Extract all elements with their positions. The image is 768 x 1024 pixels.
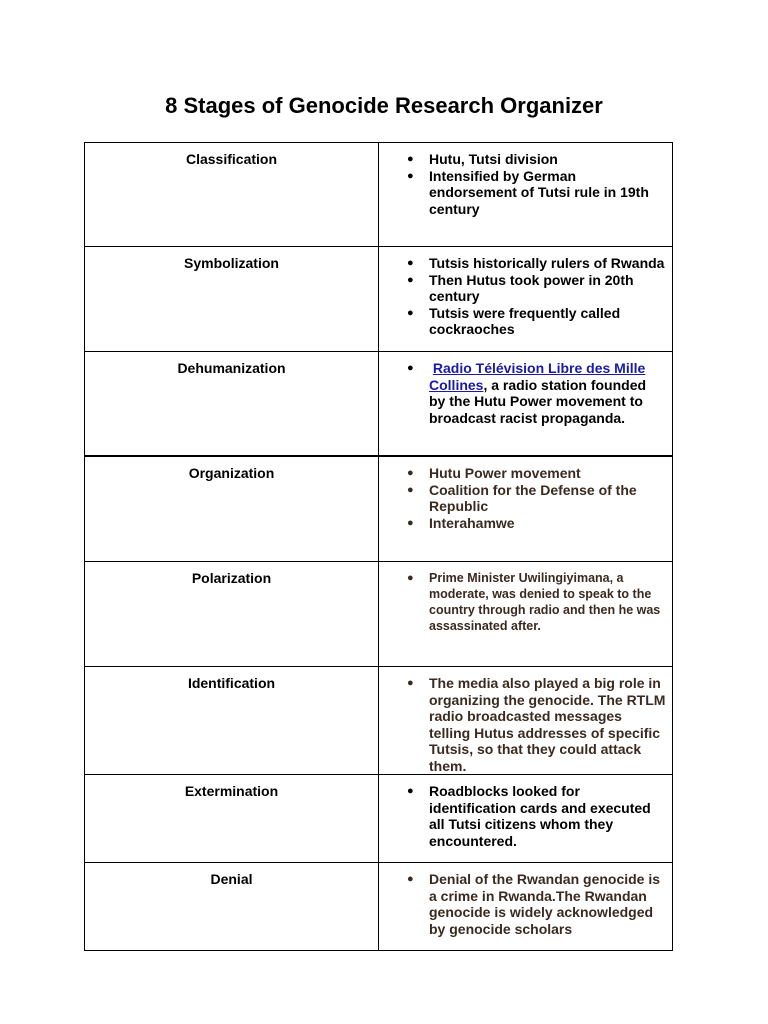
stage-notes	[379, 247, 673, 352]
bullet-text: Tutsis historically rulers of Rwanda	[429, 255, 665, 271]
bullet-text: Intensified by German endorsement of Tutsi rule in 19th century	[429, 167, 649, 217]
list-item	[407, 167, 666, 218]
stage-label: Symbolization	[85, 247, 379, 352]
radio-station-link[interactable]: Radio Télévision Libre des Mille Collines	[429, 360, 646, 393]
bullet-icon: ●	[407, 467, 414, 479]
list-item	[407, 151, 666, 168]
bullet-icon: ●	[407, 516, 414, 529]
bullet-icon: ●	[407, 273, 414, 286]
bullet-text: The media also played a big role in organizing the genocide. The RTLM radio broadcasted messages telling Hutus addresses of specific Tutsis, so that they could attack them.	[429, 675, 666, 774]
stage-label: Polarization	[85, 562, 379, 667]
bullet-list	[379, 143, 672, 217]
table-row	[85, 143, 673, 247]
table-row	[85, 456, 673, 562]
bullet-list	[379, 562, 672, 634]
list-item	[407, 871, 666, 937]
bullet-text: Roadblocks looked for identification cards and executed all Tutsi citizens whom they encountered.	[429, 783, 651, 849]
bullet-text: Hutu Power movement	[429, 465, 581, 481]
bullet-icon: ●	[407, 483, 414, 496]
list-item	[407, 514, 666, 532]
bullet-icon: ●	[407, 785, 414, 797]
stage-notes	[379, 667, 673, 775]
stage-label: Denial	[85, 863, 379, 951]
stage-label: Extermination	[85, 775, 379, 863]
page-title: 8 Stages of Genocide Research Organizer	[165, 93, 603, 118]
bullet-list	[379, 775, 672, 849]
bullet-icon: ●	[407, 873, 414, 885]
table-row	[85, 247, 673, 352]
bullet-list	[379, 457, 672, 531]
bullet-text: Hutu, Tutsi division	[429, 151, 558, 167]
table-row	[85, 562, 673, 667]
list-item	[407, 271, 666, 305]
stage-notes	[379, 562, 673, 667]
list-item	[407, 465, 666, 482]
stage-notes	[379, 143, 673, 247]
bullet-list	[379, 863, 672, 937]
stage-notes	[379, 863, 673, 951]
bullet-text: Denial of the Rwandan genocide is a crime in Rwanda.The Rwandan genocide is widely acknowledged by genocide scholars	[429, 871, 661, 937]
stage-label: Organization	[85, 456, 379, 562]
bullet-icon: ●	[407, 362, 414, 374]
list-item	[407, 255, 666, 272]
bullet-icon: ●	[407, 153, 414, 165]
bullet-text: Then Hutus took power in 20th century	[429, 271, 634, 304]
table-row	[85, 775, 673, 863]
stage-label: Classification	[85, 143, 379, 247]
list-item	[407, 783, 666, 849]
bullet-icon: ●	[407, 677, 414, 689]
table-row	[85, 667, 673, 775]
bullet-text: Coalition for the Defense of the Republic	[429, 481, 637, 514]
stage-label: Identification	[85, 667, 379, 775]
table-row	[85, 352, 673, 457]
bullet-text: Interahamwe	[429, 514, 515, 531]
list-item	[407, 481, 666, 515]
bullet-icon: ●	[407, 306, 414, 319]
stage-label: Dehumanization	[85, 352, 379, 457]
stage-notes	[379, 456, 673, 562]
stage-notes	[379, 775, 673, 863]
research-organizer-table	[84, 142, 673, 951]
stage-notes	[379, 352, 673, 457]
list-item	[407, 360, 666, 426]
bullet-icon: ●	[407, 572, 414, 584]
bullet-list	[379, 247, 672, 338]
bullet-text: Prime Minister Uwilingiyimana, a moderate, was denied to speak to the country through radio and then he was assassinated after.	[429, 571, 661, 633]
bullet-icon: ●	[407, 257, 414, 269]
list-item	[407, 570, 666, 634]
bullet-text: Tutsis were frequently called cockraoches	[429, 304, 621, 337]
bullet-icon: ●	[407, 169, 414, 182]
bullet-text: , a radio station founded by the Hutu Power movement to broadcast racist propaganda.	[429, 376, 647, 426]
bullet-list	[379, 667, 672, 774]
table-row	[85, 863, 673, 951]
list-item	[407, 675, 666, 774]
bullet-list	[379, 352, 672, 426]
list-item	[407, 304, 666, 338]
